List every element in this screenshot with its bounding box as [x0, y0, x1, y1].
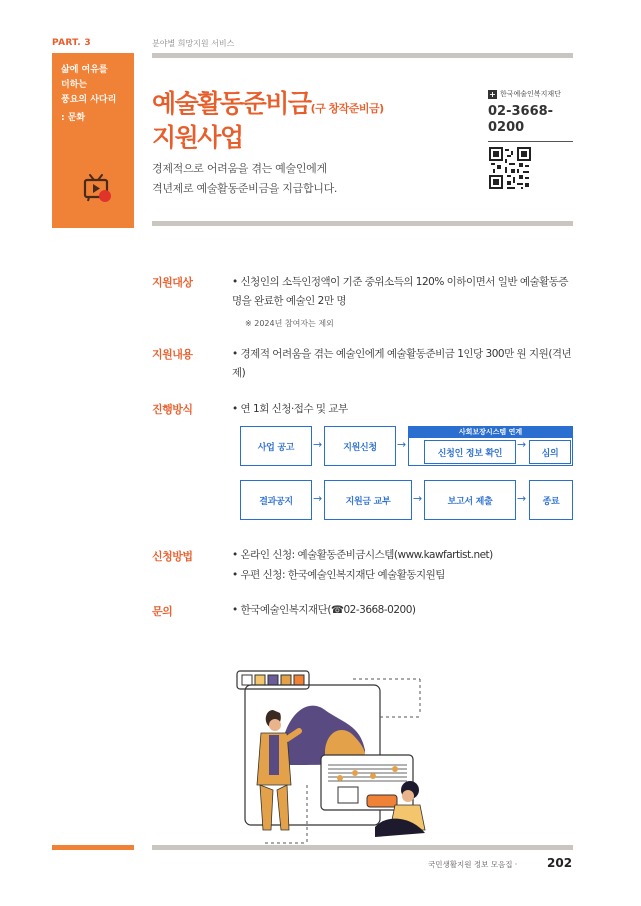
sidebar-line-2: 더하는 [61, 80, 88, 90]
process-text: • 연 1회 신청·접수 및 교부 [232, 403, 348, 415]
section-title: 분야별 희망지원 서비스 [152, 39, 235, 48]
page-description: 경제적으로 어려움을 겪는 예술인에게 격년제로 예술활동준비금을 지급합니다. [152, 162, 338, 195]
arrow-icon: → [313, 492, 323, 505]
qr-code-icon[interactable] [489, 147, 531, 189]
contact-divider [488, 141, 573, 142]
footer-title: 국민생활지원 정보 모음집 · [428, 860, 518, 869]
title-subtitle: (구 창작준비금) [310, 102, 384, 115]
flow-step-end: 종료 [529, 480, 573, 520]
flow-step-report: 보고서 제출 [424, 480, 516, 520]
arrow-icon: → [413, 492, 423, 505]
inquiry-text: • 한국예술인복지재단(☎02-3668-0200) [232, 604, 416, 616]
arrow-icon: → [313, 438, 323, 451]
footer-accent-bar [52, 845, 134, 850]
apply-online: • 온라인 신청: 예술활동준비금시스템(www.kawfartist.net) [232, 549, 493, 561]
apply-mail: • 우편 신청: 한국예술인복지재단 예술활동지원팀 [232, 569, 445, 581]
arrow-icon: → [397, 438, 407, 451]
sidebar-line-1: 삶에 여유를 [61, 65, 108, 75]
arrow-icon: → [517, 492, 527, 505]
target-text: • 신청인의 소득인정액이 기준 중위소득의 120% 이하이면서 일반 예술활동증명을 완료한 예술인 2만 명 [232, 276, 569, 307]
plus-icon: + [489, 89, 496, 99]
content-text: • 경제적 어려움을 겪는 예술인에게 예술활동준비금 1인당 300만 원 지원(격년제) [232, 348, 572, 379]
artist-illustration [225, 665, 435, 845]
inquiry-label: 문의 [152, 605, 173, 618]
target-note: ※ 2024년 참여자는 제외 [245, 319, 334, 328]
flow-step-grant: 지원금 교부 [324, 480, 412, 520]
page-number: 202 [547, 856, 573, 870]
sidebar-category: : 문화 [61, 113, 86, 123]
footer-divider [152, 845, 573, 850]
content-label: 지원내용 [152, 348, 193, 361]
page-title: 예술활동준비금(구 창작준비금) [152, 89, 384, 118]
tv-play-icon [80, 171, 114, 205]
page-title-line2: 지원사업 [152, 123, 243, 152]
top-divider [152, 53, 573, 58]
process-label: 진행방식 [152, 403, 193, 416]
link-label: 사회보장시스템 연계 [408, 426, 573, 438]
apply-label: 신청방법 [152, 550, 193, 563]
contact-phone[interactable]: 02-3668-0200 [488, 104, 554, 135]
category-sidebar [52, 53, 134, 228]
sidebar-line-3: 풍요의 사다리 [61, 95, 117, 105]
flow-step-result: 결과공지 [240, 480, 312, 520]
mid-divider [152, 221, 573, 226]
arrow-icon: → [517, 438, 527, 451]
contact-org: + 한국예술인복지재단 [489, 89, 561, 99]
flow-step-verify: 신청인 정보 확인 [424, 440, 516, 464]
part-label: PART. 3 [52, 38, 91, 48]
target-label: 지원대상 [152, 276, 193, 289]
flow-step-announce: 사업 공고 [240, 426, 312, 466]
flow-step-apply: 지원신청 [324, 426, 396, 466]
flow-step-review: 심의 [529, 440, 571, 464]
